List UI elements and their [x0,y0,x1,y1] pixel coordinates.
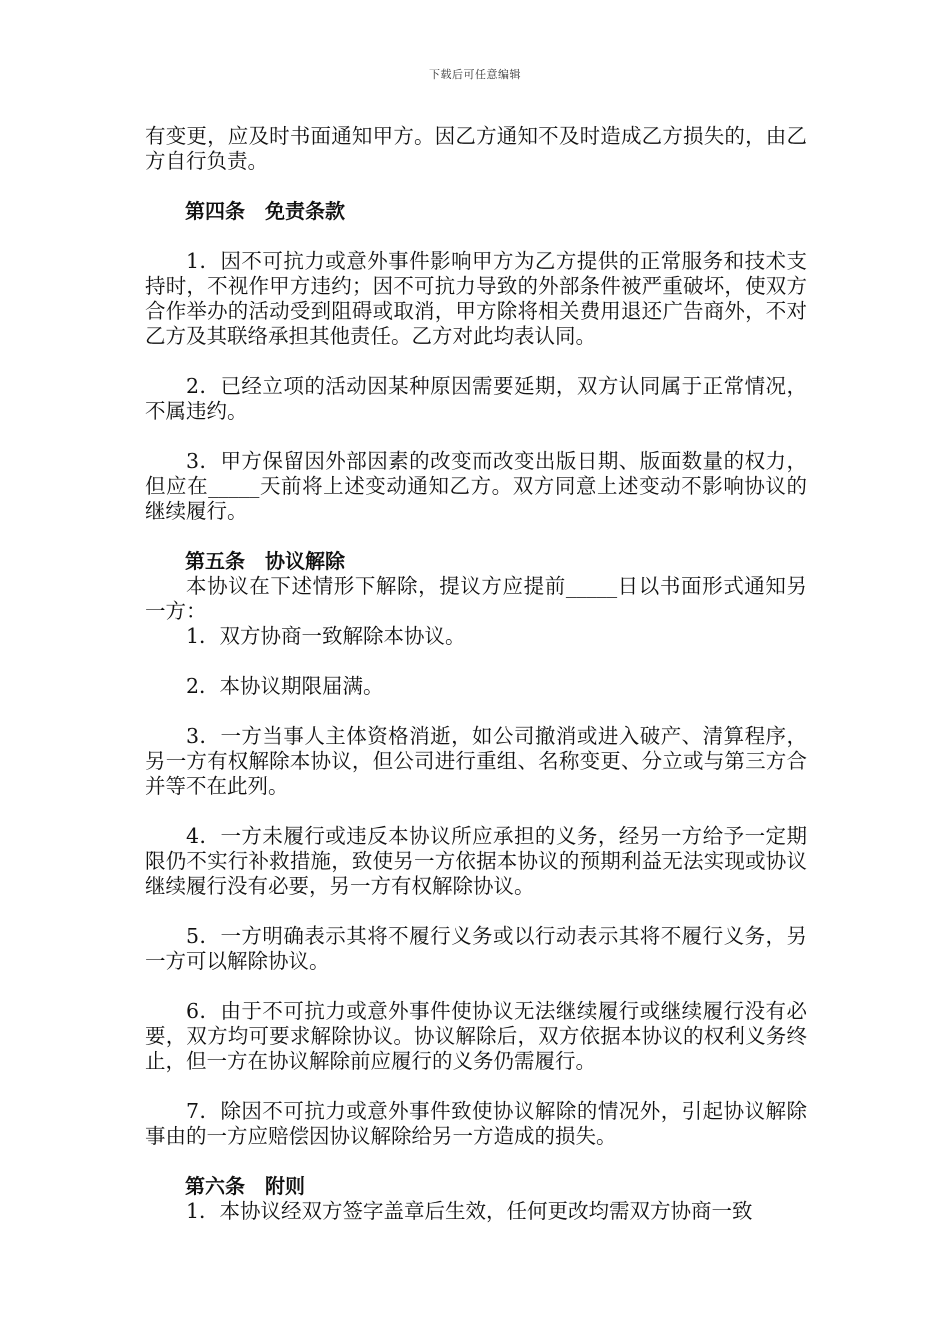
document-body [145,124,807,1224]
continued-paragraph: 有变更，应及时书面通知甲方。因乙方通知不及时造成乙方损失的，由乙方自行负责。 [145,124,807,173]
article-4-item-1: 1．因不可抗力或意外事件影响甲方为乙方提供的正常服务和技术支持时，不视作甲方违约；因不可抗力导致的外部条件被严重破坏，使双方合作举办的活动受到阻碍或取消，甲方除将相关费用退还广告商外，不对乙方及其联络承担其他责任。乙方对此均表认同。 [145,249,807,348]
article-6-heading: 第六条 附则 [185,1174,305,1198]
article-4-heading: 第四条 免责条款 [185,199,345,223]
article-5-item-1: 1．双方协商一致解除本协议。 [186,624,466,648]
article-5-item-3: 3．一方当事人主体资格消逝，如公司撤消或进入破产、清算程序，另一方有权解除本协议，但公司进行重组、名称变更、分立或与第三方合并等不在此列。 [145,724,807,798]
article-5-item-5: 5．一方明确表示其将不履行义务或以行动表示其将不履行义务，另一方可以解除协议。 [145,924,807,973]
article-5-intro: 本协议在下述情形下解除，提议方应提前_____日以书面形式通知另一方： [145,574,807,623]
article-5-item-6: 6．由于不可抗力或意外事件使协议无法继续履行或继续履行没有必要，双方均可要求解除协议。协议解除后，双方依据本协议的权利义务终止，但一方在协议解除前应履行的义务仍需履行。 [145,999,807,1073]
article-6-item-1: 1．本协议经双方签字盖章后生效，任何更改均需双方协商一致 [186,1199,753,1223]
article-5-item-4: 4．一方未履行或违反本协议所应承担的义务，经另一方给予一定期限仍不实行补救措施，致使另一方依据本协议的预期利益无法实现或协议继续履行没有必要，另一方有权解除协议。 [145,824,807,898]
page-header-note: 下载后可任意编辑 [429,68,521,81]
article-4-item-3: 3．甲方保留因外部因素的改变而改变出版日期、版面数量的权力，但应在_____天前将上述变动通知乙方。双方同意上述变动不影响协议的继续履行。 [145,449,807,523]
article-5-item-2: 2．本协议期限届满。 [186,674,384,698]
article-4-item-2: 2．已经立项的活动因某种原因需要延期，双方认同属于正常情况，不属违约。 [145,374,807,423]
article-5-item-7: 7．除因不可抗力或意外事件致使协议解除的情况外，引起协议解除事由的一方应赔偿因协议解除给另一方造成的损失。 [145,1099,807,1148]
article-5-heading: 第五条 协议解除 [185,549,345,573]
